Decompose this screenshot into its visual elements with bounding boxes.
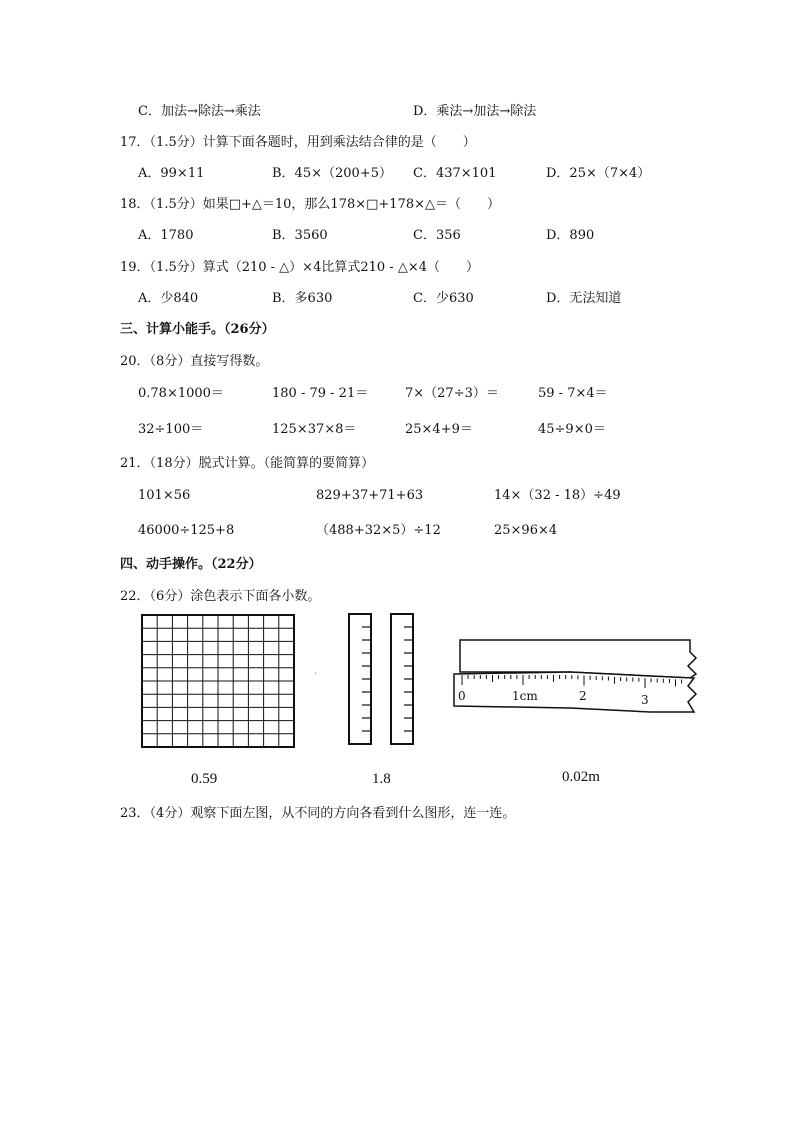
q19-option-b: B．多630 xyxy=(272,291,333,306)
stray-mark: · xyxy=(314,669,317,679)
q20-item-4: 59 - 7×4＝ xyxy=(538,386,608,401)
q19-option-c: C．少630 xyxy=(413,291,474,306)
ruler-label-1cm: 1cm xyxy=(512,689,538,703)
hundred-square-grid xyxy=(141,614,295,748)
q16-option-d: D．乘法→加法→除法 xyxy=(413,104,537,119)
section-4-heading: 四、动手操作。（22分） xyxy=(120,557,262,572)
q20-item-7: 25×4+9＝ xyxy=(405,422,473,437)
q21-item-6: 25×96×4 xyxy=(494,523,558,538)
q17-option-a: A．99×11 xyxy=(138,166,205,181)
q20-item-8: 45÷9×0＝ xyxy=(538,422,606,437)
q19-stem: 19．（1.5分）算式（210 - △）×4比算式210 - △×4（ ） xyxy=(120,260,479,275)
q20-stem: 20．（8分）直接写得数。 xyxy=(120,354,269,369)
bars-caption: 1.8 xyxy=(372,771,391,787)
q18-stem: 18．（1.5分）如果□+△＝10，那么178×□+178×△＝（ ） xyxy=(120,197,501,212)
q20-item-3: 7×（27÷3）＝ xyxy=(405,386,499,401)
section-3-heading: 三、计算小能手。（26分） xyxy=(120,322,275,337)
q20-item-5: 32÷100＝ xyxy=(138,422,204,437)
ruler-picture xyxy=(450,632,704,724)
q16-option-c: C．加法→除法→乘法 xyxy=(138,104,261,119)
q17-option-d: D．25×（7×4） xyxy=(546,166,651,181)
ruler-label-2: 2 xyxy=(579,689,587,703)
ruler-label-0: 0 xyxy=(458,689,466,703)
grid-caption: 0.59 xyxy=(191,771,218,787)
q19-option-d: D．无法知道 xyxy=(546,291,622,306)
q21-item-2: 829+37+71+63 xyxy=(316,488,424,503)
q23-stem: 23．（4分）观察下面左图，从不同的方向各看到什么图形，连一连。 xyxy=(120,806,516,821)
q21-item-1: 101×56 xyxy=(138,488,191,503)
vertical-bar-left xyxy=(348,613,372,745)
q22-stem: 22．（6分）涂色表示下面各小数。 xyxy=(120,589,321,604)
q21-item-4: 46000÷125+8 xyxy=(138,523,235,538)
q17-stem: 17．（1.5分）计算下面各题时，用到乘法结合律的是（ ） xyxy=(120,135,476,150)
q21-item-5: （488+32×5）÷12 xyxy=(316,523,441,538)
q18-option-b: B．3560 xyxy=(272,228,328,243)
q18-option-d: D．890 xyxy=(546,228,595,243)
q20-item-6: 125×37×8＝ xyxy=(272,422,357,437)
q21-stem: 21．（18分）脱式计算。（能简算的要简算） xyxy=(120,456,375,471)
q20-item-1: 0.78×1000＝ xyxy=(138,386,224,401)
ruler-label-3: 3 xyxy=(641,693,649,707)
ruler-caption: 0.02m xyxy=(562,769,600,785)
q20-item-2: 180 - 79 - 21＝ xyxy=(272,386,369,401)
q17-option-c: C．437×101 xyxy=(413,166,497,181)
q21-item-3: 14×（32 - 18）÷49 xyxy=(494,488,621,503)
q19-option-a: A．少840 xyxy=(138,291,199,306)
q17-option-b: B．45×（200+5） xyxy=(272,166,392,181)
q18-option-c: C．356 xyxy=(413,228,461,243)
vertical-bar-right xyxy=(390,613,414,745)
q18-option-a: A．1780 xyxy=(138,228,194,243)
